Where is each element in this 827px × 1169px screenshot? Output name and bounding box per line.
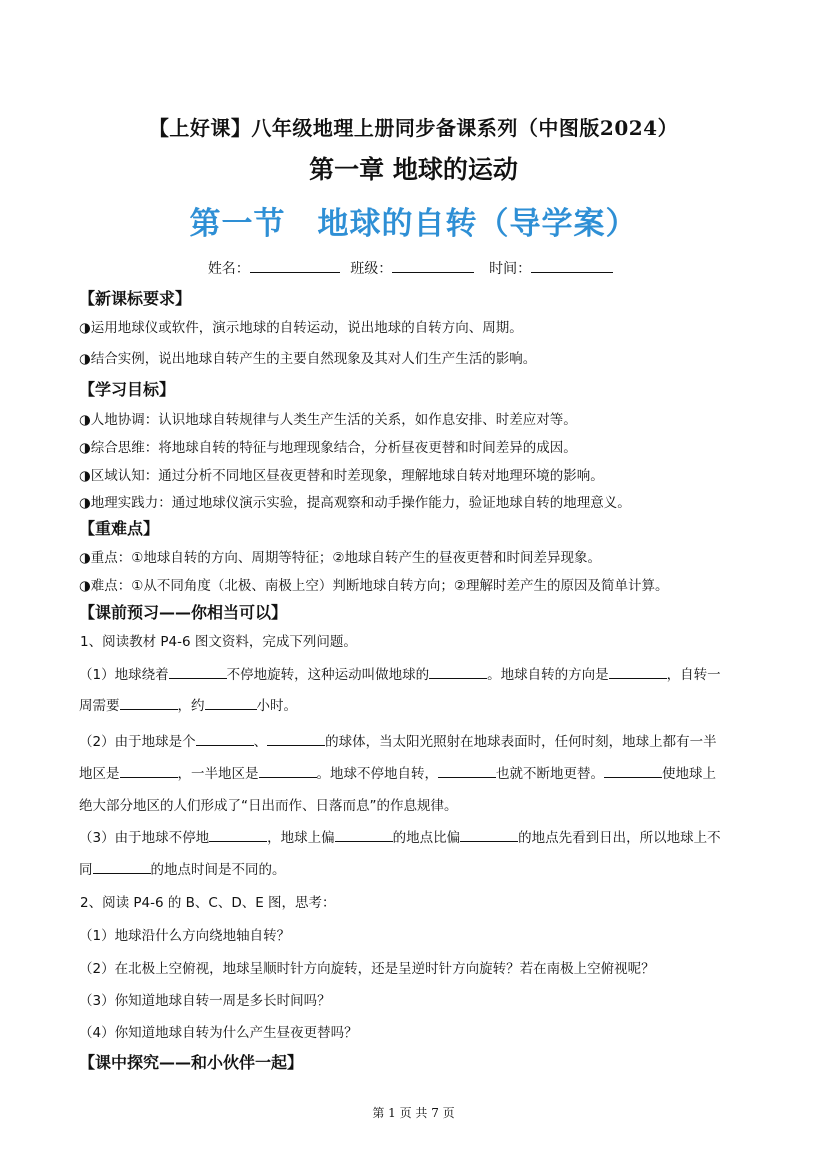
curriculum-heading: 【新课标要求】 — [79, 289, 192, 308]
class-field[interactable] — [392, 258, 474, 273]
section-title: 第一节 地球的自转（导学案） — [189, 206, 638, 242]
answer-blank[interactable] — [460, 828, 518, 842]
objectives-heading: 【学习目标】 — [79, 380, 176, 399]
answer-blank[interactable] — [93, 860, 151, 874]
question-1-1-line-1: （1）地球绕着 不停地旋转，这种运动叫做地球的 。地球自转的方向是 ，自转一 — [79, 667, 721, 683]
preview-heading: 【课前预习——你相当可以】 — [79, 603, 288, 622]
student-info-row — [0, 258, 827, 278]
name-field[interactable] — [250, 258, 340, 273]
objective-item: ◑人地协调：认识地球自转规律与人类生产生活的关系，如作息安排、时差应对等。 — [79, 412, 577, 428]
answer-blank[interactable] — [205, 696, 257, 710]
curriculum-item: ◑运用地球仪或软件，演示地球的自转运动，说出地球的自转方向、周期。 — [79, 320, 523, 336]
key-point-item: ◑难点：①从不同角度（北极、南极上空）判断地球自转方向；②理解时差产生的原因及简单计算。 — [79, 578, 669, 594]
answer-blank[interactable] — [267, 732, 325, 746]
question-2-item: （4）你知道地球自转为什么产生昼夜更替吗？ — [79, 1025, 358, 1041]
answer-blank[interactable] — [196, 732, 254, 746]
series-title: 【上好课】八年级地理上册同步备课系列（中图版2024） — [148, 116, 679, 140]
question-1-2-line-1: （2）由于地球是个 、 的球体，当太阳光照射在地球表面时，任何时刻，地球上都有一半 — [79, 734, 717, 750]
key-points-heading: 【重难点】 — [79, 519, 160, 538]
answer-blank[interactable] — [604, 764, 662, 778]
answer-blank[interactable] — [209, 828, 267, 842]
question-1-2-line-3: 绝大部分地区的人们形成了“日出而作、日落而息”的作息规律。 — [79, 798, 458, 814]
answer-blank[interactable] — [169, 665, 227, 679]
answer-blank[interactable] — [429, 665, 487, 679]
answer-blank[interactable] — [259, 764, 317, 778]
answer-blank[interactable] — [335, 828, 393, 842]
question-1-intro: 1、阅读教材 P4-6 图文资料，完成下列问题。 — [80, 634, 357, 650]
objective-item: ◑区域认知：通过分析不同地区昼夜更替和时差现象，理解地球自转对地理环境的影响。 — [79, 468, 604, 484]
question-2-item: （1）地球沿什么方向绕地轴自转？ — [79, 928, 291, 944]
question-2-intro: 2、阅读 P4-6 的 B、C、D、E 图，思考： — [80, 895, 336, 911]
name-label: 姓名： — [207, 261, 250, 277]
question-1-3-line-1: （3）由于地球不停地 ，地球上偏 的地点比偏 的地点先看到日出，所以地球上不 — [79, 830, 721, 846]
page-number: 第 1 页 共 7 页 — [372, 1106, 455, 1120]
objective-item: ◑地理实践力：通过地球仪演示实验，提高观察和动手操作能力，验证地球自转的地理意义。 — [79, 495, 631, 511]
answer-blank[interactable] — [120, 696, 178, 710]
question-1-2-line-2: 地区是 ，一半地区是 。地球不停地自转， 也就不断地更替。 使地球上 — [79, 766, 716, 782]
answer-blank[interactable] — [438, 764, 496, 778]
key-point-item: ◑重点：①地球自转的方向、周期等特征；②地球自转产生的昼夜更替和时间差异现象。 — [79, 550, 601, 566]
question-2-item: （3）你知道地球自转一周是多长时间吗？ — [79, 993, 331, 1009]
explore-heading: 【课中探究——和小伙伴一起】 — [79, 1053, 304, 1072]
time-label: 时间： — [489, 261, 532, 277]
answer-blank[interactable] — [609, 665, 667, 679]
question-2-item: （2）在北极上空俯视，地球呈顺时针方向旋转，还是呈逆时针方向旋转？若在南极上空俯视呢？ — [79, 961, 655, 977]
answer-blank[interactable] — [120, 764, 178, 778]
objective-item: ◑综合思维：将地球自转的特征与地理现象结合，分析昼夜更替和时间差异的成因。 — [79, 440, 577, 456]
class-label: 班级： — [350, 261, 393, 277]
chapter-title: 第一章 地球的运动 — [309, 155, 518, 184]
question-1-1-line-2: 周需要 ，约 小时。 — [79, 698, 297, 714]
curriculum-item: ◑结合实例，说出地球自转产生的主要自然现象及其对人们生产生活的影响。 — [79, 351, 537, 367]
time-field[interactable] — [531, 258, 613, 273]
question-1-3-line-2: 同 的地点时间是不同的。 — [79, 862, 286, 878]
